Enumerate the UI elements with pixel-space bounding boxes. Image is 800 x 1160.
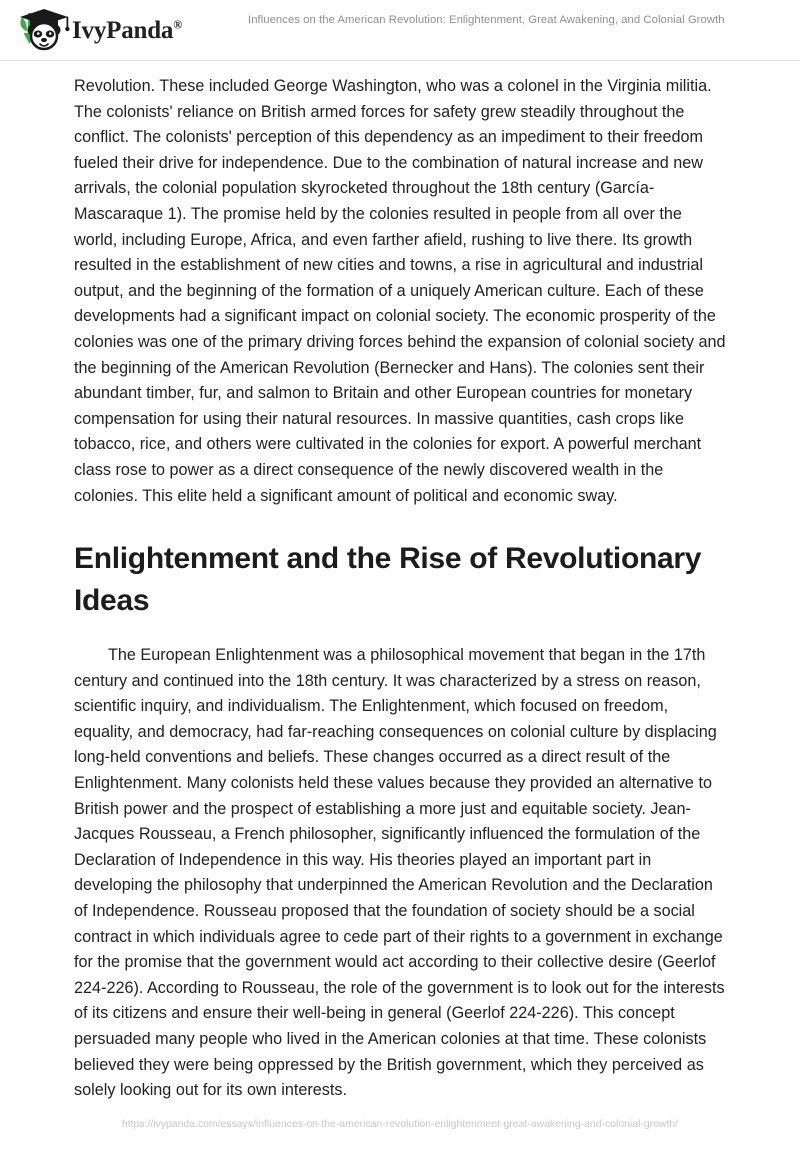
brand-logo[interactable]	[18, 6, 182, 52]
section-heading: Enlightenment and the Rise of Revolutionary Ideas	[74, 542, 702, 618]
source-url[interactable]: https://ivypanda.com/essays/influences-on-the-american-revolution-enlightenment-great-awakening-and-colonial-growth/	[121, 1119, 679, 1130]
document-page	[0, 61, 800, 1104]
document-title-header: Influences on the American Revolution: Enlightenment, Great Awakening, and Colonial Growth	[248, 14, 725, 26]
page-header	[0, 0, 800, 61]
brand-wordmark	[72, 18, 182, 43]
heading-spacer	[74, 622, 726, 643]
body-paragraph: The European Enlightenment was a philosophical movement that began in the 17th century and continued into the 18th century. It was characterized by a stress on reason, scientific inquiry, and individualism. The Enlightenment, which focused on freedom, equality, and democracy, had far-reaching consequences on colonial culture by displacing long-held conventions and beliefs. These changes occurred as a direct result of the Enlightenment. Many colonists held these values because they provided an alternative to British power and the prospect of establishing a more just and equitable society. Jean-Jacques Rousseau, a French philosopher, significantly influenced the formulation of the Declaration of Independence in this way. His theories played an important part in developing the philosophy that underpinned the American Revolution and the Declaration of Independence. Rousseau proposed that the foundation of society should be a social contract in which individuals agree to cede part of their rights to a government in exchange for the promise that the government would act according to their collective desire (Geerlof 224-226). According to Rousseau, the role of the government is to look out for the interests of its citizens and ensure their well-being in general (Geerlof 224-226). This concept persuaded many people who lived in the American colonies at that time. These colonists believed they were being oppressed by the British government, which they perceived as solely looking out for its own interests.	[74, 646, 725, 1100]
panda-graduate-logo-icon	[18, 7, 70, 51]
brand-name-text: IvyPanda	[72, 16, 174, 44]
page-footer	[0, 1100, 800, 1160]
registered-trademark-icon: ®	[173, 17, 182, 32]
body-paragraph: Revolution. These included George Washington, who was a colonel in the Virginia militia. The colonists' reliance on British armed forces for safety grew steadily throughout the conflict. The colonists' perception of this dependency as an impediment to their freedom fueled their drive for independence. Due to the combination of natural increase and new arrivals, the colonial population skyrocketed throughout the 18th century (García-Mascaraque 1). The promise held by the colonies resulted in people from all over the world, including Europe, Africa, and even farther afield, rushing to live there. Its growth resulted in the establishment of new cities and towns, a rise in agricultural and industrial output, and the beginning of the formation of a uniquely American culture. Each of these developments had a significant impact on colonial society. The economic prosperity of the colonies was one of the primary driving forces behind the expansion of colonial society and the beginning of the American Revolution (Bernecker and Hans). The colonies sent their abundant timber, fur, and salmon to Britain and other European countries for monetary compensation for using their natural resources. In massive quantities, cash crops like tobacco, rice, and others were cultivated in the colonies for export. A powerful merchant class rose to power as a direct consequence of the newly discovered wealth in the colonies. This elite held a significant amount of political and economic sway.	[74, 77, 726, 505]
document-content	[74, 61, 726, 1104]
